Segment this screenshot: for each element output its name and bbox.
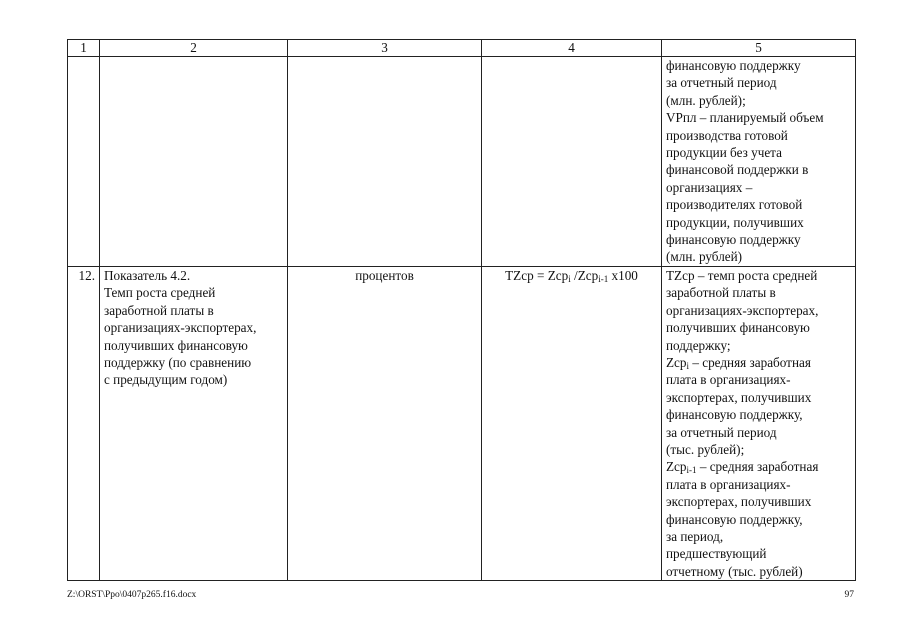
text-line: финансовой поддержки в — [666, 162, 809, 178]
formula-cell — [482, 266, 662, 580]
text-line: экспортерах, получивших — [666, 494, 812, 510]
col-header-3: 3 — [288, 40, 482, 57]
formula-lhs: TZср = Zср — [505, 267, 569, 283]
indicator-table — [67, 39, 856, 581]
text-line: заработной платы в — [104, 302, 214, 318]
text-line: TZср – темп роста средней — [666, 267, 818, 283]
text-line: за период, — [666, 528, 724, 544]
zi-first-text: – средняя заработная — [689, 354, 811, 370]
text-line: организациях-экспортерах, — [666, 302, 819, 318]
text-line: поддержку; — [666, 337, 731, 353]
col-header-5: 5 — [662, 40, 856, 57]
zi-symbol: Zср — [666, 354, 687, 370]
text-line: поддержку (по сравнению — [104, 354, 252, 370]
text-line: экспортерах, получивших — [666, 389, 812, 405]
zi1-first-text: – средняя заработная — [696, 459, 819, 475]
col-header-2: 2 — [100, 40, 288, 57]
text-line: получивших финансовую — [104, 337, 248, 353]
text-line: финансовую поддержку — [666, 58, 801, 73]
text-line: предшествующий — [666, 546, 767, 562]
text-line: плата в организациях- — [666, 476, 791, 492]
cont-cell-4 — [482, 57, 662, 267]
cont-cell-1 — [68, 57, 100, 267]
text-line: финансовую поддержку, — [666, 511, 803, 527]
text-line: заработной платы в — [666, 285, 776, 301]
col-header-4: 4 — [482, 40, 662, 57]
text-line: отчетному (тыс. рублей) — [666, 563, 803, 579]
footer-file-path: Z:\ORST\Ppo\0407p265.f16.docx — [67, 590, 197, 600]
text-line: продукции, получивших — [666, 214, 804, 230]
description-cell — [662, 266, 856, 580]
formula-sub-i1: i-1 — [598, 273, 609, 284]
formula-tail: х100 — [608, 267, 638, 283]
text-line: организациях-экспортерах, — [104, 320, 257, 336]
cont-cell-5 — [662, 57, 856, 267]
text-line: плата в организациях- — [666, 372, 791, 388]
text-line: производства готовой — [666, 127, 788, 143]
text-line: Показатель 4.2. — [104, 267, 191, 283]
text-line: с предыдущим годом) — [104, 372, 228, 388]
text-line: за отчетный период — [666, 75, 777, 91]
row-number: 12. — [68, 266, 100, 580]
text-line: получивших финансовую — [666, 320, 810, 336]
formula-sub-i: i — [568, 273, 571, 284]
cont-cell-2 — [100, 57, 288, 267]
text-line: организациях – — [666, 179, 753, 195]
column-number-row — [68, 40, 856, 57]
formula-mid: /Zср — [570, 267, 599, 283]
zi1-definition-line — [666, 458, 851, 475]
text-line: (млн. рублей) — [666, 249, 743, 265]
text-line: производителях готовой — [666, 197, 803, 213]
zi-subscript: i — [686, 360, 690, 371]
footer-page-number: 97 — [844, 590, 854, 600]
cont-cell-3 — [288, 57, 482, 267]
zi-definition-line — [666, 354, 851, 371]
text-line: финансовую поддержку — [666, 232, 801, 248]
text-line: (млн. рублей); — [666, 92, 746, 108]
indicator-cell — [100, 266, 288, 580]
text-line: продукции без учета — [666, 145, 782, 161]
text-line: VPпл – планируемый объем — [666, 110, 824, 126]
zi1-subscript: i-1 — [686, 465, 697, 476]
unit-cell: процентов — [288, 266, 482, 580]
col-header-1: 1 — [68, 40, 100, 57]
text-line: (тыс. рублей); — [666, 441, 745, 457]
text-line: финансовую поддержку, — [666, 407, 803, 423]
continuation-row — [68, 57, 856, 267]
zi1-symbol: Zср — [666, 459, 687, 475]
text-line: за отчетный период — [666, 424, 777, 440]
text-line: Темп роста средней — [104, 285, 216, 301]
table-row-12 — [68, 266, 856, 580]
